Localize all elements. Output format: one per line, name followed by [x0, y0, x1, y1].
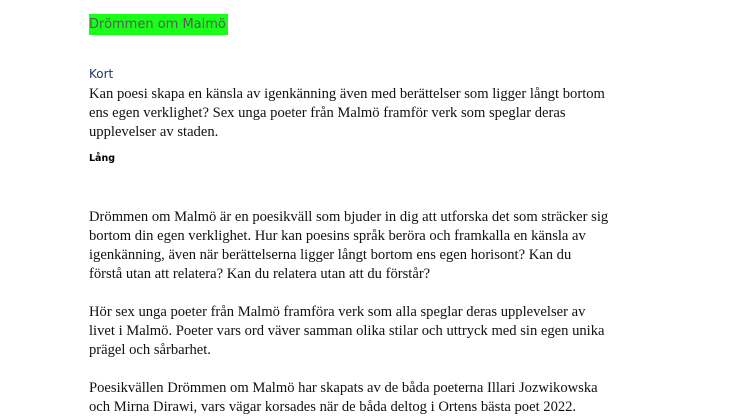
long-paragraph-2 — [89, 303, 605, 360]
long-p2-line-3: prägel och sårbarhet. — [89, 342, 211, 358]
long-paragraph-1 — [89, 208, 608, 284]
long-paragraph-3 — [89, 379, 598, 417]
long-p3-line-1: Poesikvällen Drömmen om Malmö har skapats av de båda poeterna Illari Jozwikowska — [89, 380, 598, 396]
long-p2-line-1: Hör sex unga poeter från Malmö framföra verk som alla speglar deras upplevelser av — [89, 304, 586, 320]
long-p1-line-4: förstå utan att relatera? Kan du relatera utan att du förstår? — [89, 266, 431, 282]
short-line-2: ens egen verklighet? Sex unga poeter från Malmö framför verk som speglar deras — [89, 105, 566, 121]
long-p1-line-3: igenkänning, även när berättelserna ligger långt bortom ens egen horisont? Kan du — [89, 247, 572, 263]
short-description — [89, 85, 605, 142]
heading-short: Kort — [89, 67, 114, 81]
long-p3-line-2: och Mirna Dirawi, vars vägar korsades när de båda deltog i Ortens bästa poet 2022. — [89, 399, 577, 415]
short-line-1: Kan poesi skapa en känsla av igenkänning även med berättelser som ligger långt bortom — [89, 86, 605, 102]
heading-long: Lång — [89, 153, 116, 164]
document-title: Drömmen om Malmö — [89, 14, 228, 35]
long-p1-line-1: Drömmen om Malmö är en poesikväll som bjuder in dig att utforska det som sträcker sig — [89, 209, 609, 225]
long-p2-line-2: livet i Malmö. Poeter vars ord väver samman olika stilar och uttryck med sin egen unika — [89, 323, 605, 339]
long-p1-line-2: bortom din egen verklighet. Hur kan poesins språk beröra och framkalla en känsla av — [89, 228, 586, 244]
short-line-3: upplevelser av staden. — [89, 124, 219, 140]
